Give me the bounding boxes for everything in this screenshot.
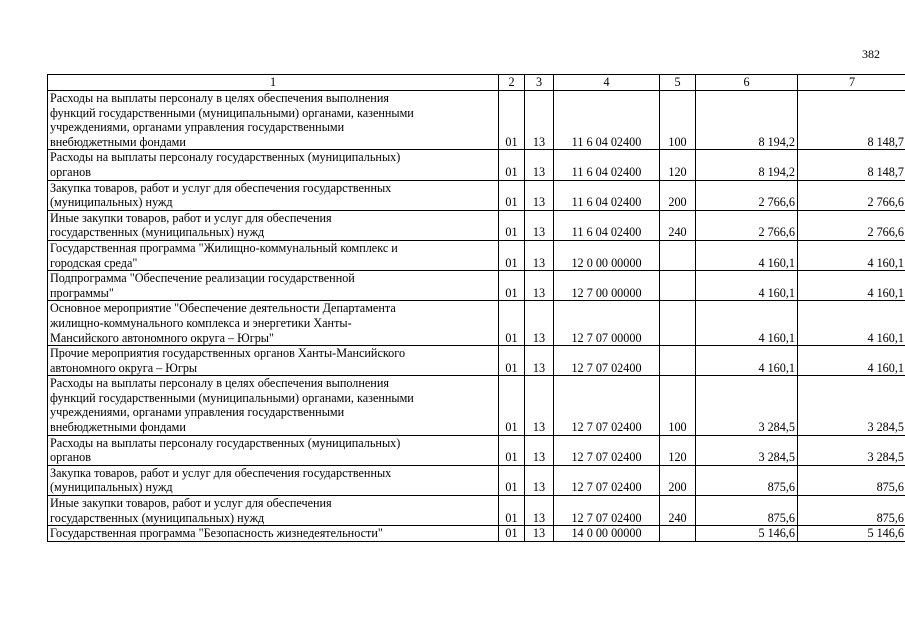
row-amount-col7: 875,6 bbox=[798, 465, 905, 495]
row-amount-col7: 4 160,1 bbox=[798, 271, 905, 301]
row-subsection: 13 bbox=[525, 240, 554, 270]
budget-table bbox=[47, 74, 905, 542]
row-amount-col7: 2 766,6 bbox=[798, 210, 905, 240]
row-expense-type: 240 bbox=[660, 210, 696, 240]
row-section: 01 bbox=[499, 346, 525, 376]
row-section: 01 bbox=[499, 180, 525, 210]
row-amount-col7: 4 160,1 bbox=[798, 240, 905, 270]
row-section: 01 bbox=[499, 210, 525, 240]
row-target-code: 12 0 00 00000 bbox=[554, 240, 660, 270]
row-target-code: 12 7 07 00000 bbox=[554, 301, 660, 346]
row-name: Государственная программа "Безопасность жизнедеятельности" bbox=[48, 526, 499, 542]
row-subsection: 13 bbox=[525, 150, 554, 180]
row-name: Расходы на выплаты персоналу в целях обеспечения выполнения функций государственными (муниципальными) органами, казенными учреждениями, органами управления государственными внебюджетными фондами bbox=[48, 91, 499, 150]
row-expense-type: 120 bbox=[660, 435, 696, 465]
row-expense-type: 100 bbox=[660, 91, 696, 150]
row-section: 01 bbox=[499, 271, 525, 301]
row-target-code: 12 7 07 02400 bbox=[554, 465, 660, 495]
row-expense-type bbox=[660, 240, 696, 270]
table-row bbox=[48, 496, 905, 526]
row-section: 01 bbox=[499, 301, 525, 346]
row-target-code: 11 6 04 02400 bbox=[554, 180, 660, 210]
row-expense-type bbox=[660, 346, 696, 376]
row-amount-col7: 8 148,7 bbox=[798, 150, 905, 180]
row-subsection: 13 bbox=[525, 271, 554, 301]
row-amount-col6: 8 194,2 bbox=[696, 150, 798, 180]
row-amount-col6: 2 766,6 bbox=[696, 210, 798, 240]
row-amount-col7: 3 284,5 bbox=[798, 376, 905, 435]
column-header: 1 bbox=[48, 75, 499, 91]
column-header: 5 bbox=[660, 75, 696, 91]
table-row bbox=[48, 435, 905, 465]
row-name: Прочие мероприятия государственных органов Ханты-Мансийского автономного округа – Югры bbox=[48, 346, 499, 376]
row-name: Основное мероприятие "Обеспечение деятельности Департамента жилищно-коммунального комплекса и энергетики Ханты- Мансийского автономного округа – Югры" bbox=[48, 301, 499, 346]
row-amount-col7: 4 160,1 bbox=[798, 301, 905, 346]
row-subsection: 13 bbox=[525, 376, 554, 435]
row-expense-type: 100 bbox=[660, 376, 696, 435]
row-section: 01 bbox=[499, 526, 525, 542]
row-target-code: 11 6 04 02400 bbox=[554, 91, 660, 150]
table-row bbox=[48, 465, 905, 495]
row-name: Иные закупки товаров, работ и услуг для обеспечения государственных (муниципальных) нужд bbox=[48, 496, 499, 526]
row-amount-col6: 875,6 bbox=[696, 465, 798, 495]
row-subsection: 13 bbox=[525, 180, 554, 210]
row-section: 01 bbox=[499, 435, 525, 465]
row-expense-type: 200 bbox=[660, 180, 696, 210]
row-name: Расходы на выплаты персоналу государственных (муниципальных) органов bbox=[48, 435, 499, 465]
column-header: 2 bbox=[499, 75, 525, 91]
row-section: 01 bbox=[499, 240, 525, 270]
table-row bbox=[48, 210, 905, 240]
table-body bbox=[48, 91, 905, 542]
row-section: 01 bbox=[499, 465, 525, 495]
row-expense-type bbox=[660, 271, 696, 301]
row-section: 01 bbox=[499, 91, 525, 150]
row-name: Подпрограмма "Обеспечение реализации государственной программы" bbox=[48, 271, 499, 301]
row-amount-col6: 4 160,1 bbox=[696, 271, 798, 301]
row-section: 01 bbox=[499, 376, 525, 435]
row-amount-col7: 4 160,1 bbox=[798, 346, 905, 376]
row-amount-col7: 875,6 bbox=[798, 496, 905, 526]
row-target-code: 11 6 04 02400 bbox=[554, 210, 660, 240]
table-row bbox=[48, 91, 905, 150]
table-row bbox=[48, 301, 905, 346]
row-name: Иные закупки товаров, работ и услуг для обеспечения государственных (муниципальных) нужд bbox=[48, 210, 499, 240]
table-row bbox=[48, 180, 905, 210]
column-header: 6 bbox=[696, 75, 798, 91]
row-expense-type: 200 bbox=[660, 465, 696, 495]
row-amount-col6: 5 146,6 bbox=[696, 526, 798, 542]
row-target-code: 12 7 07 02400 bbox=[554, 435, 660, 465]
row-amount-col6: 4 160,1 bbox=[696, 301, 798, 346]
row-amount-col6: 3 284,5 bbox=[696, 435, 798, 465]
row-target-code: 12 7 07 02400 bbox=[554, 376, 660, 435]
table-row bbox=[48, 376, 905, 435]
row-amount-col7: 2 766,6 bbox=[798, 180, 905, 210]
row-subsection: 13 bbox=[525, 465, 554, 495]
row-subsection: 13 bbox=[525, 346, 554, 376]
row-subsection: 13 bbox=[525, 526, 554, 542]
row-expense-type: 120 bbox=[660, 150, 696, 180]
table-row bbox=[48, 240, 905, 270]
table-row bbox=[48, 526, 905, 542]
row-amount-col6: 4 160,1 bbox=[696, 346, 798, 376]
table-header bbox=[48, 75, 905, 91]
row-target-code: 12 7 07 02400 bbox=[554, 496, 660, 526]
row-amount-col6: 2 766,6 bbox=[696, 180, 798, 210]
column-header: 4 bbox=[554, 75, 660, 91]
row-expense-type: 240 bbox=[660, 496, 696, 526]
row-target-code: 12 7 07 02400 bbox=[554, 346, 660, 376]
row-name: Закупка товаров, работ и услуг для обеспечения государственных (муниципальных) нужд bbox=[48, 180, 499, 210]
column-header: 3 bbox=[525, 75, 554, 91]
row-name: Закупка товаров, работ и услуг для обеспечения государственных (муниципальных) нужд bbox=[48, 465, 499, 495]
row-amount-col6: 8 194,2 bbox=[696, 91, 798, 150]
row-expense-type bbox=[660, 526, 696, 542]
row-target-code: 12 7 00 00000 bbox=[554, 271, 660, 301]
row-target-code: 11 6 04 02400 bbox=[554, 150, 660, 180]
row-subsection: 13 bbox=[525, 301, 554, 346]
row-target-code: 14 0 00 00000 bbox=[554, 526, 660, 542]
row-amount-col7: 5 146,6 bbox=[798, 526, 905, 542]
row-name: Государственная программа "Жилищно-коммунальный комплекс и городская среда" bbox=[48, 240, 499, 270]
row-subsection: 13 bbox=[525, 435, 554, 465]
table-row bbox=[48, 271, 905, 301]
page-number: 382 bbox=[862, 47, 880, 61]
row-amount-col7: 3 284,5 bbox=[798, 435, 905, 465]
row-name: Расходы на выплаты персоналу государственных (муниципальных) органов bbox=[48, 150, 499, 180]
row-amount-col6: 4 160,1 bbox=[696, 240, 798, 270]
row-name: Расходы на выплаты персоналу в целях обеспечения выполнения функций государственными (муниципальными) органами, казенными учреждениями, органами управления государственными внебюджетными фондами bbox=[48, 376, 499, 435]
table-row bbox=[48, 346, 905, 376]
row-section: 01 bbox=[499, 496, 525, 526]
row-amount-col6: 3 284,5 bbox=[696, 376, 798, 435]
row-section: 01 bbox=[499, 150, 525, 180]
table-row bbox=[48, 150, 905, 180]
header-row bbox=[48, 75, 905, 91]
row-subsection: 13 bbox=[525, 210, 554, 240]
row-amount-col7: 8 148,7 bbox=[798, 91, 905, 150]
row-subsection: 13 bbox=[525, 91, 554, 150]
row-subsection: 13 bbox=[525, 496, 554, 526]
column-header: 7 bbox=[798, 75, 905, 91]
row-expense-type bbox=[660, 301, 696, 346]
row-amount-col6: 875,6 bbox=[696, 496, 798, 526]
